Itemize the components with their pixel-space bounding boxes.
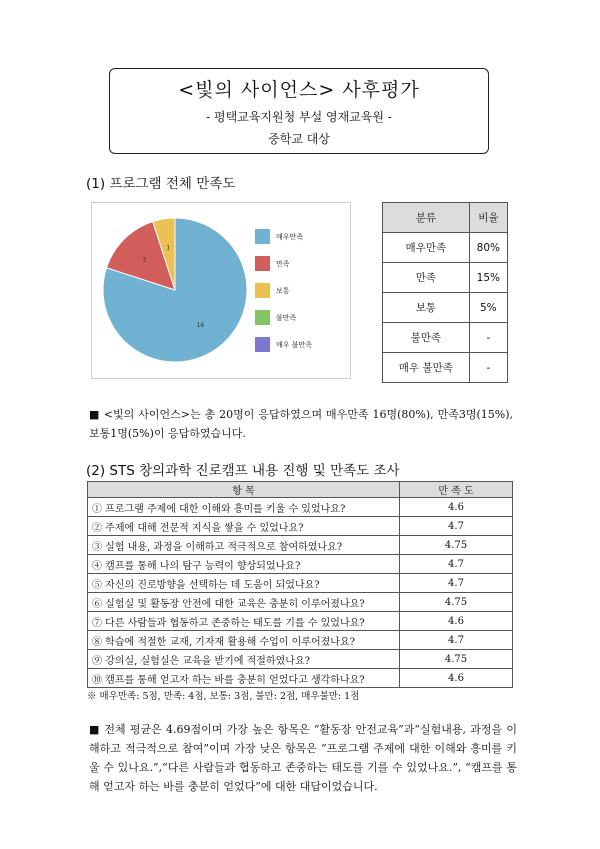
table-row (88, 498, 513, 517)
survey-item: ⑤ 자신의 진로방향을 선택하는 데 도움이 되었나요? (88, 574, 400, 593)
pie-data-label-1: 3 (142, 256, 147, 264)
section1-heading: (1) 프로그램 전체 만족도 (86, 176, 236, 192)
legend-label: 불만족 (276, 314, 297, 322)
survey-item: ① 프로그램 주제에 대한 이해와 흥미를 키울 수 있었나요? (88, 498, 400, 517)
ratio-cell-percent: 15% (469, 263, 507, 293)
survey-item: ④ 캠프를 통해 나의 탐구 능력이 향상되었나요? (88, 555, 400, 574)
survey-score: 4.7 (400, 517, 513, 536)
legend-label: 보통 (276, 287, 290, 295)
table-row (383, 293, 508, 323)
ratio-cell-category: 불만족 (383, 323, 470, 353)
survey-score: 4.75 (400, 593, 513, 612)
survey-table (87, 481, 513, 688)
ratio-cell-category: 매우만족 (383, 233, 470, 263)
survey-score: 4.6 (400, 612, 513, 631)
legend-label: 매우만족 (276, 233, 304, 241)
ratio-cell-category: 만족 (383, 263, 470, 293)
page-subtitle: - 평택교육지원청 부설 영재교육원 - (206, 110, 392, 124)
legend-swatch (255, 283, 270, 298)
section2-heading: (2) STS 창의과학 진로캠프 내용 진행 및 만족도 조사 (86, 463, 400, 479)
legend-swatch (255, 256, 270, 271)
page-title: <빛의 사이언스> 사후평가 (178, 79, 420, 101)
section2-summary: ■ 전체 평균은 4.69점이며 가장 높은 항목은 “활동장 안전교육”과“실험내용, 과정을 이해하고 적극적으로 참여”이며 가장 낮은 항목은 “프로그램 주제에 대한 이해와 흥미를 키울 수 있나요.”,“다른 사람들과 협동하고 존중하는 태도를 기를 수 있었나요.”, “캠프를 통해 얻고자 하는 바를 충분히 얻었다”에 대한 대답이었습니다. (89, 723, 517, 793)
title-box (109, 68, 489, 154)
legend-label: 매우 불만족 (276, 341, 313, 349)
table-row (88, 612, 513, 631)
ratio-cell-percent: - (469, 353, 507, 383)
legend-swatch (255, 337, 270, 352)
survey-item: ⑨ 강의실, 실험실은 교육을 받기에 적절하였나요? (88, 650, 400, 669)
ratio-cell-percent: 5% (469, 293, 507, 323)
survey-score: 4.75 (400, 536, 513, 555)
table-row (88, 593, 513, 612)
survey-score: 4.6 (400, 498, 513, 517)
legend-swatch (255, 310, 270, 325)
satisfaction-pie-chart (91, 202, 351, 379)
section1-summary: ■ <빛의 사이언스>는 총 20명이 응답하였으며 매우만족 16명(80%), 만족3명(15%), 보통1명(5%)이 응답하였습니다. (89, 408, 513, 440)
pie-data-label-0: 16 (196, 321, 205, 329)
pie-svg (92, 203, 350, 378)
ratio-table-header-row (383, 203, 508, 233)
survey-score: 4.7 (400, 574, 513, 593)
ratio-cell-percent: - (469, 323, 507, 353)
table-row (383, 353, 508, 383)
survey-score: 4.75 (400, 650, 513, 669)
table-row (88, 574, 513, 593)
ratio-cell-percent: 80% (469, 233, 507, 263)
table-row (88, 517, 513, 536)
survey-item: ⑩ 캠프를 통해 얻고자 하는 바를 충분히 얻었다고 생각하나요? (88, 669, 400, 688)
pie-data-label-2: 1 (166, 244, 171, 252)
survey-item: ⑦ 다른 사람들과 협동하고 존중하는 태도를 기를 수 있었나요? (88, 612, 400, 631)
survey-item: ⑧ 학습에 적절한 교재, 기자재 활용해 수업이 이루어졌나요? (88, 631, 400, 650)
legend-swatch (255, 229, 270, 244)
survey-item: ⑥ 실험실 및 활동장 안전에 대한 교육은 충분히 이루어졌나요? (88, 593, 400, 612)
survey-header-score: 만 족 도 (400, 482, 513, 498)
ratio-header-category: 분류 (383, 203, 470, 233)
table-row (383, 323, 508, 353)
table-row (383, 233, 508, 263)
table-row (88, 536, 513, 555)
ratio-table (382, 202, 508, 383)
ratio-cell-category: 매우 불만족 (383, 353, 470, 383)
survey-item: ② 주제에 대해 전문적 지식을 쌓을 수 있었나요? (88, 517, 400, 536)
page-audience: 중학교 대상 (268, 132, 330, 146)
table-row (88, 669, 513, 688)
survey-score: 4.7 (400, 555, 513, 574)
legend-label: 만족 (276, 260, 290, 268)
survey-score: 4.6 (400, 669, 513, 688)
score-note: ※ 매우만족: 5점, 만족: 4점, 보통: 3점, 불만: 2점, 매우불만: 1점 (87, 691, 360, 702)
survey-header-item: 항 목 (88, 482, 400, 498)
table-row (383, 263, 508, 293)
survey-score: 4.7 (400, 631, 513, 650)
ratio-header-percent: 비율 (469, 203, 507, 233)
survey-header-row (88, 482, 513, 498)
table-row (88, 631, 513, 650)
ratio-cell-category: 보통 (383, 293, 470, 323)
survey-item: ③ 실험 내용, 과정을 이해하고 적극적으로 참여하였나요? (88, 536, 400, 555)
table-row (88, 650, 513, 669)
table-row (88, 555, 513, 574)
